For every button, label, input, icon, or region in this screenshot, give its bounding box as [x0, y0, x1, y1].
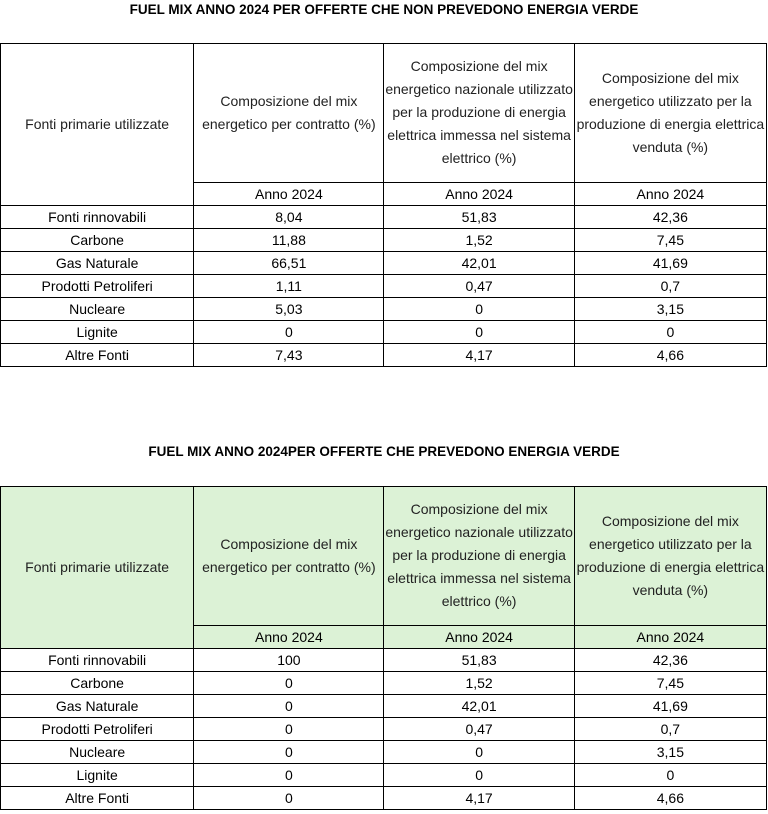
value-venduta: 42,36	[574, 206, 766, 229]
value-contratto: 0	[194, 741, 384, 764]
row-source: Prodotti Petroliferi	[1, 718, 194, 741]
row-source: Altre Fonti	[1, 344, 194, 367]
table-row	[1, 741, 767, 764]
value-nazionale: 42,01	[384, 695, 574, 718]
header-fonti-primarie: Fonti primarie utilizzate	[1, 44, 194, 206]
header-mix-nazionale: Composizione del mix energetico nazionale utilizzato per la produzione di energia elettrica immessa nel sistema elettrico (%)	[384, 487, 574, 626]
value-venduta: 4,66	[574, 787, 766, 810]
table-row	[1, 298, 767, 321]
value-contratto: 1,11	[194, 275, 384, 298]
value-contratto: 8,04	[194, 206, 384, 229]
value-venduta: 42,36	[574, 649, 766, 672]
table-row	[1, 344, 767, 367]
table-row	[1, 764, 767, 787]
row-source: Lignite	[1, 764, 194, 787]
table-row	[1, 229, 767, 252]
value-nazionale: 42,01	[384, 252, 574, 275]
value-venduta: 7,45	[574, 229, 766, 252]
year-label: Anno 2024	[384, 625, 574, 648]
table-row	[1, 321, 767, 344]
value-nazionale: 0	[384, 741, 574, 764]
header-mix-nazionale: Composizione del mix energetico nazionale utilizzato per la produzione di energia elettrica immessa nel sistema elettrico (%)	[384, 44, 574, 183]
year-label: Anno 2024	[194, 625, 384, 648]
value-contratto: 0	[194, 718, 384, 741]
header-mix-venduta: Composizione del mix energetico utilizzato per la produzione di energia elettrica venduta (%)	[574, 487, 766, 626]
value-contratto: 0	[194, 321, 384, 344]
value-nazionale: 0,47	[384, 718, 574, 741]
value-contratto: 7,43	[194, 344, 384, 367]
row-source: Gas Naturale	[1, 695, 194, 718]
value-nazionale: 0,47	[384, 275, 574, 298]
row-source: Carbone	[1, 672, 194, 695]
value-nazionale: 4,17	[384, 344, 574, 367]
row-source: Nucleare	[1, 298, 194, 321]
value-venduta: 0,7	[574, 718, 766, 741]
value-venduta: 41,69	[574, 695, 766, 718]
year-label: Anno 2024	[574, 182, 766, 205]
value-venduta: 3,15	[574, 741, 766, 764]
value-venduta: 0	[574, 321, 766, 344]
year-label: Anno 2024	[384, 182, 574, 205]
value-venduta: 4,66	[574, 344, 766, 367]
fuel-mix-table-non-green	[0, 43, 767, 367]
table-title-green: FUEL MIX ANNO 2024PER OFFERTE CHE PREVEDONO ENERGIA VERDE	[148, 444, 620, 459]
table-row	[1, 252, 767, 275]
value-contratto: 0	[194, 672, 384, 695]
table-title-non-green: FUEL MIX ANNO 2024 PER OFFERTE CHE NON PREVEDONO ENERGIA VERDE	[129, 2, 639, 17]
table-row	[1, 787, 767, 810]
table-row	[1, 695, 767, 718]
value-venduta: 0	[574, 764, 766, 787]
header-fonti-primarie: Fonti primarie utilizzate	[1, 487, 194, 649]
year-label: Anno 2024	[574, 625, 766, 648]
header-mix-contratto: Composizione del mix energetico per contratto (%)	[194, 44, 384, 183]
value-nazionale: 0	[384, 764, 574, 787]
row-source: Nucleare	[1, 741, 194, 764]
value-nazionale: 4,17	[384, 787, 574, 810]
value-venduta: 41,69	[574, 252, 766, 275]
table-row	[1, 649, 767, 672]
value-nazionale: 1,52	[384, 672, 574, 695]
value-nazionale: 51,83	[384, 206, 574, 229]
row-source: Prodotti Petroliferi	[1, 275, 194, 298]
value-venduta: 3,15	[574, 298, 766, 321]
row-source: Altre Fonti	[1, 787, 194, 810]
header-mix-venduta: Composizione del mix energetico utilizzato per la produzione di energia elettrica venduta (%)	[574, 44, 766, 183]
value-nazionale: 51,83	[384, 649, 574, 672]
value-contratto: 0	[194, 787, 384, 810]
value-contratto: 5,03	[194, 298, 384, 321]
fuel-mix-table-green	[0, 486, 767, 810]
table-row	[1, 206, 767, 229]
value-contratto: 0	[194, 764, 384, 787]
value-contratto: 11,88	[194, 229, 384, 252]
table-row	[1, 718, 767, 741]
row-source: Carbone	[1, 229, 194, 252]
row-source: Fonti rinnovabili	[1, 206, 194, 229]
value-contratto: 100	[194, 649, 384, 672]
table-row	[1, 275, 767, 298]
value-venduta: 0,7	[574, 275, 766, 298]
value-nazionale: 0	[384, 321, 574, 344]
row-source: Gas Naturale	[1, 252, 194, 275]
value-contratto: 66,51	[194, 252, 384, 275]
row-source: Lignite	[1, 321, 194, 344]
value-contratto: 0	[194, 695, 384, 718]
row-source: Fonti rinnovabili	[1, 649, 194, 672]
value-nazionale: 0	[384, 298, 574, 321]
year-label: Anno 2024	[194, 182, 384, 205]
table-row	[1, 672, 767, 695]
value-venduta: 7,45	[574, 672, 766, 695]
header-mix-contratto: Composizione del mix energetico per contratto (%)	[194, 487, 384, 626]
value-nazionale: 1,52	[384, 229, 574, 252]
